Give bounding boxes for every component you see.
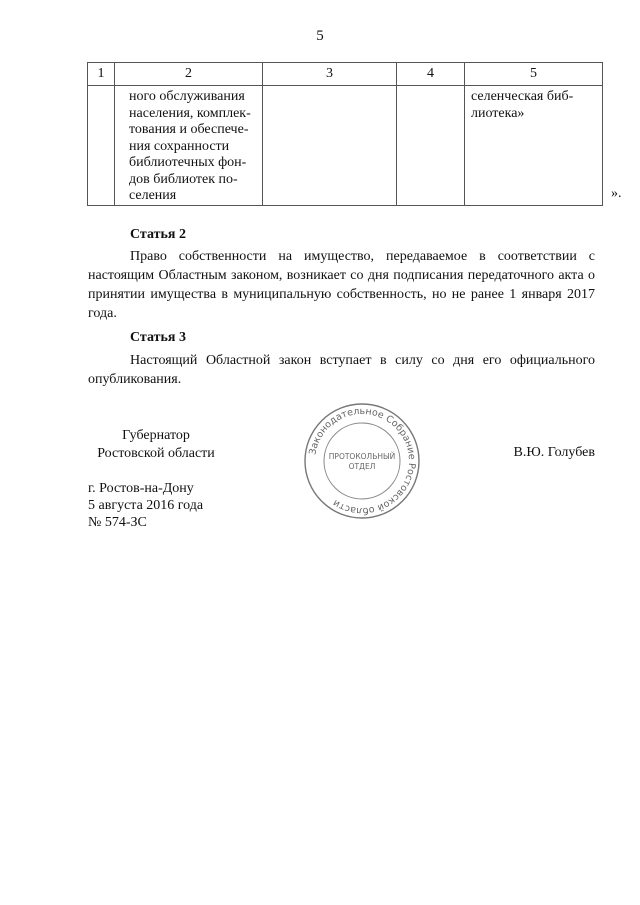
- table-header-cell: 3: [263, 63, 397, 86]
- date: 5 августа 2016 года: [88, 498, 204, 513]
- stamp-center-line2: ОТДЕЛ: [348, 462, 376, 471]
- article-3-heading: Статья 3: [130, 330, 186, 345]
- official-stamp: [302, 401, 422, 521]
- transfer-table: [87, 62, 603, 206]
- article-2-heading: Статья 2: [130, 227, 186, 242]
- page-number: 5: [316, 28, 324, 44]
- table-header-cell: 1: [88, 63, 115, 86]
- table-row: [88, 86, 603, 206]
- table-closing-quote: ».: [611, 186, 622, 201]
- place-date-block: [88, 480, 203, 531]
- table-header-cell: 5: [465, 63, 603, 86]
- law-number: № 574-ЗС: [88, 515, 147, 530]
- city: г. Ростов-на-Дону: [88, 481, 194, 496]
- cell-purpose-text: ного обслуживания населения, комплек- тования и обеспече- ния сохранности библиотечных фон- дов библиотек по- селения: [129, 89, 251, 203]
- signer-title: Губернатор Ростовской области: [97, 428, 215, 461]
- table-header-row: [88, 63, 603, 86]
- stamp-ring-text: Законодательное Собрание Ростовской области: [307, 405, 418, 517]
- article-3-text: Настоящий Областной закон вступает в силу со дня его официального опубликования.: [88, 353, 595, 387]
- table-cell: [465, 86, 603, 206]
- table-cell: [115, 86, 263, 206]
- table-header-cell: 2: [115, 63, 263, 86]
- cell-library-text: селенческая биб- лиотека»: [471, 89, 574, 121]
- signer-name: В.Ю. Голубев: [513, 445, 595, 460]
- table-cell: [263, 86, 397, 206]
- table-header-cell: 4: [397, 63, 465, 86]
- stamp-center-line1: ПРОТОКОЛЬНЫЙ: [328, 452, 396, 461]
- article-2-text: Право собственности на имущество, передаваемое в соответствии с настоящим Областным законом, возникает со дня подписания передаточного акта о принятии имущества в муниципальную собственность, но не ранее 1 января 2017 года.: [88, 249, 595, 321]
- table-cell: [88, 86, 115, 206]
- table-cell: [397, 86, 465, 206]
